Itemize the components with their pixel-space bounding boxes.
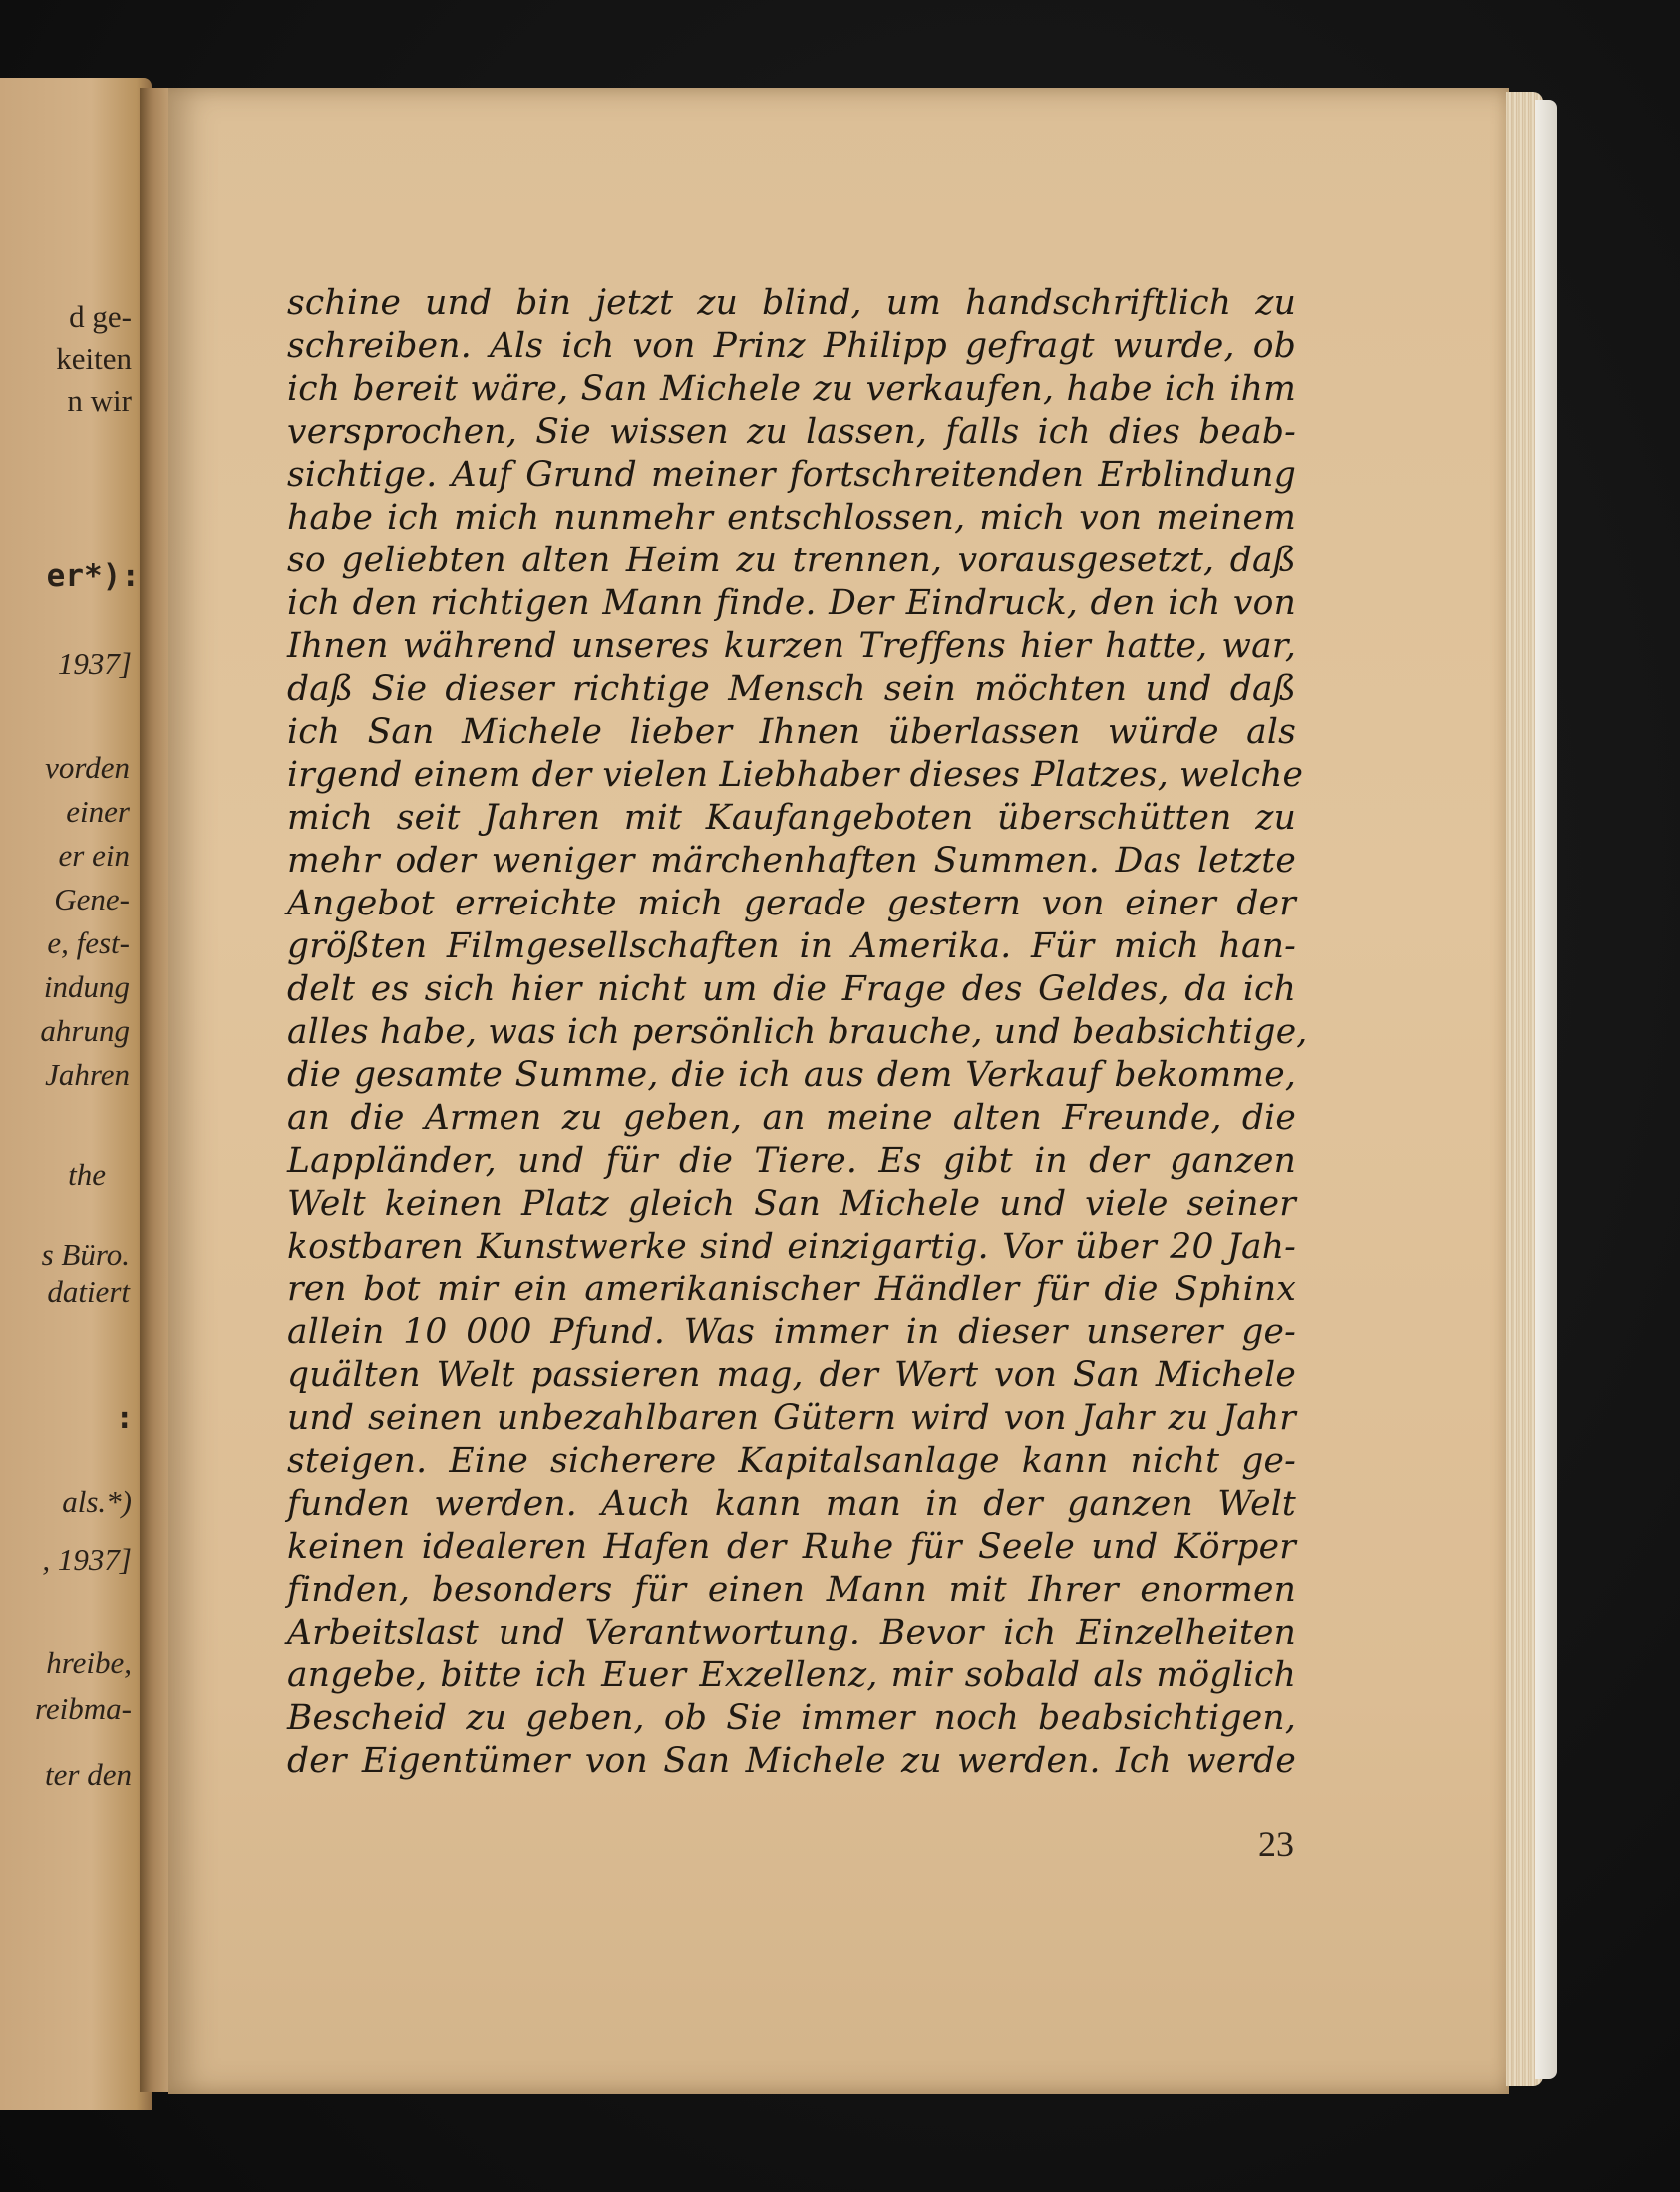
previous-page-text-fragment: er*): [46, 558, 140, 594]
text-line: schine und bin jetzt zu blind, um handschriftlich zu [287, 283, 1296, 323]
text-line: mich seit Jahren mit Kaufangeboten überschütten zu [287, 798, 1296, 838]
text-line: angebe, bitte ich Euer Exzellenz, mir sobald als möglich [287, 1655, 1296, 1695]
text-line: Ihnen während unseres kurzen Treffens hier hatte, war, [287, 626, 1296, 666]
previous-page-text-fragment: Gene- [54, 882, 130, 916]
previous-page-text-fragment: ter den [45, 1757, 132, 1792]
text-line: größten Filmgesellschaften in Amerika. Für mich han- [287, 926, 1296, 966]
previous-page-text-fragment: d ge- [69, 299, 132, 334]
text-line: und seinen unbezahlbaren Gütern wird von Jahr zu Jahr [287, 1398, 1296, 1438]
previous-page-text-fragment: e, fest- [47, 925, 130, 960]
text-line: sichtige. Auf Grund meiner fortschreitenden Erblindung [287, 455, 1296, 495]
page-body-text [287, 282, 1308, 1783]
text-line: mehr oder weniger märchenhaften Summen. Das letzte [287, 841, 1296, 881]
page-number: 23 [1258, 1824, 1294, 1864]
previous-page-text-fragment: datiert [47, 1275, 130, 1309]
previous-page-text-fragment: er ein [58, 838, 130, 873]
text-line: Welt keinen Platz gleich San Michele und viele seiner [287, 1184, 1296, 1224]
text-line: Bescheid zu geben, ob Sie immer noch beabsichtigen, [287, 1698, 1296, 1738]
text-line: finden, besonders für einen Mann mit Ihrer enormen [287, 1570, 1296, 1610]
text-line: delt es sich hier nicht um die Frage des Geldes, da ich [287, 969, 1296, 1009]
text-line: ich San Michele lieber Ihnen überlassen würde als [287, 712, 1296, 752]
text-line: versprochen, Sie wissen zu lassen, falls ich dies beab- [287, 412, 1296, 452]
previous-page-edge [0, 78, 152, 2110]
text-line: steigen. Eine sicherere Kapitalsanlage kann nicht ge- [287, 1441, 1296, 1481]
text-line: ren bot mir ein amerikanischer Händler für die Sphinx [287, 1270, 1296, 1309]
text-line: ich den richtigen Mann finde. Der Eindruck, den ich von [287, 583, 1296, 623]
previous-page-text-fragment: als.*) [62, 1484, 132, 1519]
previous-page-text-fragment: reibma- [35, 1691, 132, 1726]
text-line: ich bereit wäre, San Michele zu verkaufen, habe ich ihm [287, 369, 1296, 409]
previous-page-text-fragment: hreibe, [46, 1645, 132, 1680]
text-line: schreiben. Als ich von Prinz Philipp gefragt wurde, ob [287, 326, 1296, 366]
text-line: der Eigentümer von San Michele zu werden. Ich werde [287, 1741, 1296, 1781]
text-line: Lappländer, und für die Tiere. Es gibt in der ganzen [287, 1141, 1296, 1181]
previous-page-text-fragment: einer [66, 794, 130, 829]
previous-page-text-fragment: 1937] [57, 646, 132, 681]
text-line: irgend einem der vielen Liebhaber dieses Platzes, welche [287, 755, 1304, 795]
previous-page-text-fragment: n wir [67, 383, 132, 418]
previous-page-text-fragment: ahrung [40, 1013, 130, 1048]
text-line: so geliebten alten Heim zu trennen, vorausgesetzt, daß [287, 541, 1296, 580]
previous-page-text-fragment: vorden [45, 750, 130, 785]
text-line: keinen idealeren Hafen der Ruhe für Seele und Körper [287, 1527, 1296, 1567]
page-stack-outer-edge [1535, 100, 1557, 2079]
previous-page-text-fragment: s Büro. [41, 1237, 130, 1272]
previous-page-text-fragment: : [115, 1400, 134, 1436]
text-line: kostbaren Kunstwerke sind einzigartig. Vor über 20 Jah- [287, 1227, 1296, 1267]
text-line: Arbeitslast und Verantwortung. Bevor ich Einzelheiten [287, 1613, 1296, 1652]
previous-page-text-fragment: indung [43, 969, 130, 1004]
text-line: quälten Welt passieren mag, der Wert von San Michele [287, 1355, 1296, 1395]
text-line: die gesamte Summe, die ich aus dem Verkauf bekomme, [287, 1055, 1296, 1095]
text-line: Angebot erreichte mich gerade gestern von einer der [287, 884, 1296, 923]
previous-page-text-fragment: the [68, 1157, 106, 1192]
text-line: funden werden. Auch kann man in der ganzen Welt [287, 1484, 1296, 1524]
text-line: habe ich mich nunmehr entschlossen, mich von meinem [287, 498, 1296, 538]
text-line: an die Armen zu geben, an meine alten Freunde, die [287, 1098, 1296, 1138]
text-line: alles habe, was ich persönlich brauche, und beabsichtige, [287, 1012, 1308, 1052]
previous-page-text-fragment: Jahren [45, 1057, 130, 1092]
text-line: allein 10 000 Pfund. Was immer in dieser unserer ge- [287, 1312, 1296, 1352]
previous-page-text-fragment: , 1937] [42, 1542, 132, 1577]
text-line: daß Sie dieser richtige Mensch sein möchten und daß [287, 669, 1296, 709]
previous-page-text-fragment: keiten [56, 341, 132, 376]
